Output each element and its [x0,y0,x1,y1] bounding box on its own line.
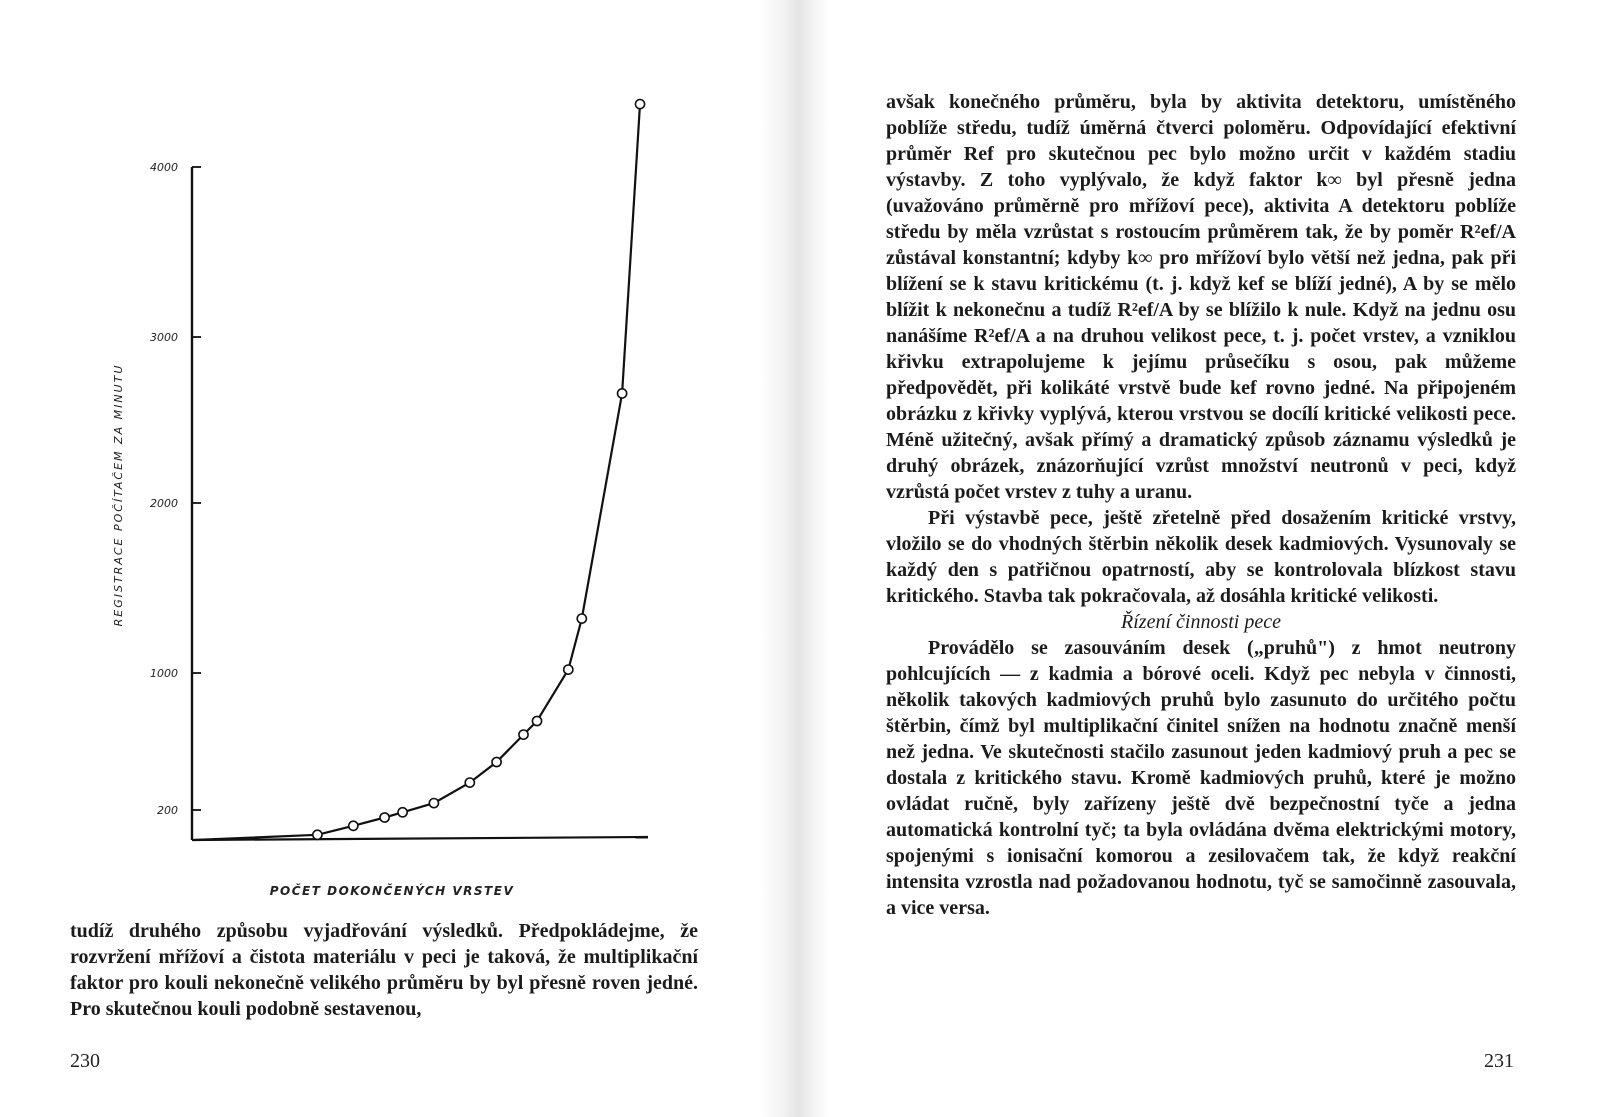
y-tick-label-3000: 3000 [150,331,178,344]
neutron-count-chart [100,95,690,915]
neutron-count-figure [100,95,690,915]
x-axis-label: POČET DOKONČENÝCH VRSTEV [269,884,515,898]
data-point-10 [564,665,573,674]
right-paragraph-2: Při výstavbě pece, ještě zřetelně před dosažením kritické vrstvy, vložilo se do vhodných štěrbin několik desek kadmiových. Vysunovaly se každý den s patřičnou opatrností, aby se kontrolovala blízkost stavu kritického. Stavba tak pokračovala, až dosáhla kritické velikosti. [886,507,1516,607]
left-page-text [70,918,698,1022]
data-point-3 [380,813,389,822]
data-point-2 [349,821,358,830]
data-point-8 [519,730,528,739]
left-page [0,0,780,1117]
right-page-text [886,89,1516,921]
y-tick-label-1000: 1000 [150,667,178,680]
data-point-5 [429,799,438,808]
data-point-1 [313,830,322,839]
y-tick-label-2000: 2000 [150,497,178,510]
y-tick-label-200: 200 [157,804,178,817]
data-point-12 [618,389,627,398]
right-paragraph-1: avšak konečného průměru, byla by aktivita detektoru, umístěného poblíže středu, tudíž úměrná čtverci poloměru. Odpovídající efektivní průměr Ref pro skutečnou pec bylo možno určit v každém stadiu výstavby. Z toho vyplývalo, že když faktor k∞ byl přesně jedna (uvažováno průměrně pro mřížoví pece), aktivita A detektoru poblíže středu by měla vzrůstat s rostoucím průměrem tak, že by poměr R²ef/A zůstával konstantní; kdyby k∞ pro mřížoví bylo větší než jedna, pak při blížení se k stavu kritickému (t. j. když kef se blíží jedné), A by se mělo blížit k nekonečnu a tudíž R²ef/A by se blížilo k nule. Když na jednu osu nanášíme R²ef/A a na druhou velikost pece, t. j. počet vrstev, a vzniklou křivku extrapolujeme k jejímu průsečíku s osou, pak můžeme předpovědět, při kolikáté vrstvě bude kef rovno jedné. Na připojeném obrázku z křivky vyplývá, kterou vrstvou se docílí kritické velikosti pece. Méně užitečný, avšak přímý a dramatický způsob záznamu výsledků je druhý obrázek, znázorňující vzrůst množství neutronů v peci, když vzrůstá počet vrstev z tuhy a uranu. [886,91,1516,503]
y-tick-label-4000: 4000 [150,161,178,174]
data-point-9 [532,716,541,725]
data-point-7 [492,757,501,766]
page-number-right: 231 [1484,1050,1514,1072]
data-point-6 [465,778,474,787]
data-point-13 [635,100,644,109]
page-number-left: 230 [70,1050,100,1072]
y-axis-label: REGISTRACE POČÍTAČEM ZA MINUTU [112,363,125,627]
growth-curve [194,104,640,840]
data-point-11 [577,614,586,623]
right-paragraph-3: Provádělo se zasouváním desek („pruhů") z hmot neutrony pohlcujících — z kadmia a bórové oceli. Když pec nebyla v činnosti, několik takových kadmiových pruhů bylo zasunuto do určitého počtu štěrbin, čímž byl multiplikační činitel snížen na hodnotu značně menší než jedna. Ve skutečnosti stačilo zasunout jeden kadmiový pruh a pec se dostala z kritického stavu. Kromě kadmiových pruhů, které je možno ovládat ručně, byly zařízeny ještě dvě bezpečnostní tyče a jedna automatická kontrolní tyč; ta byla ovládána dvěma elektrickými motory, spojenými s ionisační komorou a zesilovačem tak, že když reakční intensita vzrostla nad požadovanou hodnotu, tyč se samočinně zasouvala, a vice versa. [886,637,1516,919]
data-point-4 [398,808,407,817]
left-paragraph: tudíž druhého způsobu vyjadřování výsledků. Předpokládejme, že rozvržení mřížoví a čistota materiálu v peci je taková, že multiplikační faktor pro kouli nekonečně velikého průměru by byl přesně roven jedné. Pro skutečnou kouli podobně sestavenou, [70,920,698,1020]
section-heading: Řízení činnosti pece [1121,611,1281,633]
